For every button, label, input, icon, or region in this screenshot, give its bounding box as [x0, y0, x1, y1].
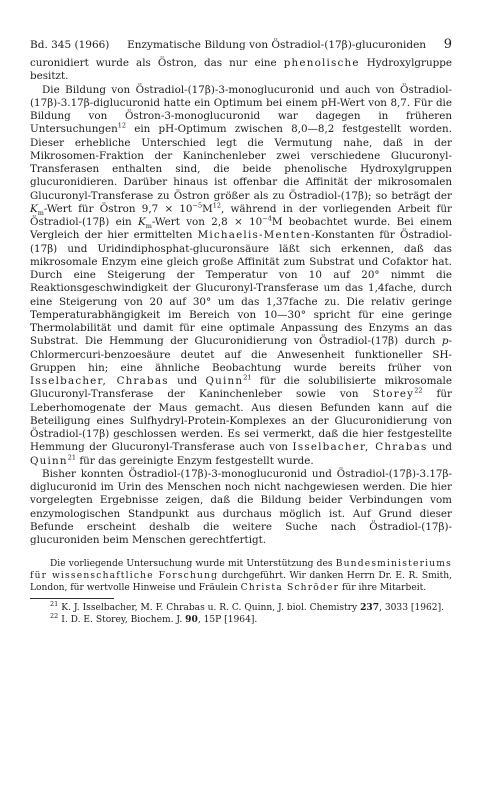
citation-21: 21 [67, 453, 77, 462]
name-michaelis-menten: Michaelis-Menten [197, 229, 312, 242]
page-number: 9 [443, 37, 452, 52]
paragraph-1: curonidiert wurde als Östron, das nur eine phenolische Hydroxylgruppe besitzt. [30, 57, 452, 83]
funding-agency: Bundesministeriums für wissenschaftliche Forschung [30, 559, 452, 582]
paragraph-2: Die Bildung von Östradiol-(17β)-3-monoglucuronid und auch von Östradiol-(17β)-3.17β-diglucuronid hatte ein Optimum bei einem pH-Wert von 8,7. Für die Bildung von Östron-3-monoglucuronid war dagegen in früheren Untersuchungen$^{12}$ ein pH-Optimum zwischen 8,0—8,2 festgestellt worden. Dieser erhebliche Unterschied legt die Vermutung nahe, daß in der Mikrosomen-Fraktion der Kaninchenleber zwei verschiedene Glucuronyl-Transferasen enthalten sind, die beide phenolische Hydroxylgruppen glucuronidieren. Darüber hinaus ist offenbar die Affinität der mikrosomalen Glucuronyl-Transferase zu Östron größer als zu Östradiol-(17β); so beträgt der $K_m$-Wert für Östron $9,7 \times 10^{-5}M^{12}$, während in der vorliegenden Arbeit für Östradiol-(17β) ein $K_m$-Wert von $2,8 \times 10^{-4}M$ beobachtet wurde. Bei einem Vergleich der hier ermittelten Michaelis-Menten-Konstanten für Östradiol-(17β) und Uridindiphosphat-glucuronsäure läßt sich erkennen, daß das mikrosomale Enzym eine gleich große Affinität zum Substrat und Cofaktor hat. Durch eine Steigerung der Temperatur von 10 auf 20° nimmt die Reaktionsgeschwindigkeit der Glucuronyl-Transferase um das 1,4fache, durch eine Steigerung von 20 auf 30° um das 1,37fache zu. Die relativ geringe Temperaturabhängigkeit im Bereich von 10—30° spricht für eine geringe Thermolabilität und damit für eine optimale Anpassung des Enzyms an das Substrat. Die Hemmung der Glucuronidierung von Östradiol-(17β) durch p-Chlormercuri-benzoesäure deutet auf die Anwesenheit funktioneller SH-Gruppen hin; eine ähnliche Beobachtung wurde bereits früher von Isselbacher, Chrabas und Quinn$^{21}$ für die solubilisierte mikrosomale Glucuronyl-Transferase der Kaninchenleber sowie von Storey$^{22}$ für Leberhomogenate der Maus gemacht. Aus diesen Befunden kann auf die Beteiligung eines Sulfhydryl-Protein-Komplexes an der Glucuronidierung von Östradiol-(17β) geschlossen werden. Es sei vermerkt, daß die hier festgestellte Hemmung der Glucuronyl-Transferase auch von Isselbacher, Chrabas und Quinn$^{21}$ für das gereinigte Enzym festgestellt wurde. [30, 83, 452, 467]
author-names: Quinn [205, 375, 244, 387]
footnote-22: $^{22}$ I. D. E. Storey, Biochem. J. 90, 15P [1964]. [50, 612, 258, 626]
citation-12: 12 [117, 121, 127, 130]
body-text [30, 57, 452, 547]
footnote-21: $^{21}$ K. J. Isselbacher, M. F. Chrabas u. R. C. Quinn, J. biol. Chemistry 237, 3033 [1962]. [50, 599, 445, 613]
footnote-divider [30, 598, 114, 599]
author-names: Isselbacher, Chrabas [30, 375, 169, 387]
citation-12: 12 [212, 201, 221, 210]
author-names: Quinn [30, 454, 68, 467]
running-head-volume: Bd. 345 (1966) [30, 39, 110, 51]
running-head-title: Enzymatische Bildung von Östradiol-(17β)-glucuroniden [127, 39, 427, 51]
running-head [30, 38, 452, 52]
citation-22: 22 [414, 386, 423, 395]
acknowledgement: Die vorliegende Untersuchung wurde mit Unterstützung des Bundesministeriums für wissenschaftliche Forschung durchgeführt. Wir danken Herrn Dr. E. R. Smith, London, für wertvolle Hinweise und Fräulein Christa Schröder für ihre Mitarbeit. [30, 559, 452, 593]
emphasis-phenolische: phenolische [283, 57, 360, 69]
person-name: Christa Schröder [240, 582, 340, 593]
author-names: Isselbacher, Chrabas [292, 441, 428, 454]
paragraph-3: Bisher konnten Östradiol-(17β)-3-monoglucuronid und Östradiol-(17β)-3.17β-diglucuronid im Urin des Menschen noch nicht nachgewiesen werden. Die hier vorgelegten Ergebnisse zeigen, daß die Bildung beider Verbindungen vom enzymologischen Standpunkt aus durchaus möglich ist. Auf Grund dieser Befunde erscheint deshalb die weitere Suche nach Östradiol-(17β)-glucuroniden beim Menschen gerechtfertigt. [30, 467, 452, 546]
citation-21: 21 [243, 373, 252, 382]
author-names: Storey [372, 388, 415, 401]
